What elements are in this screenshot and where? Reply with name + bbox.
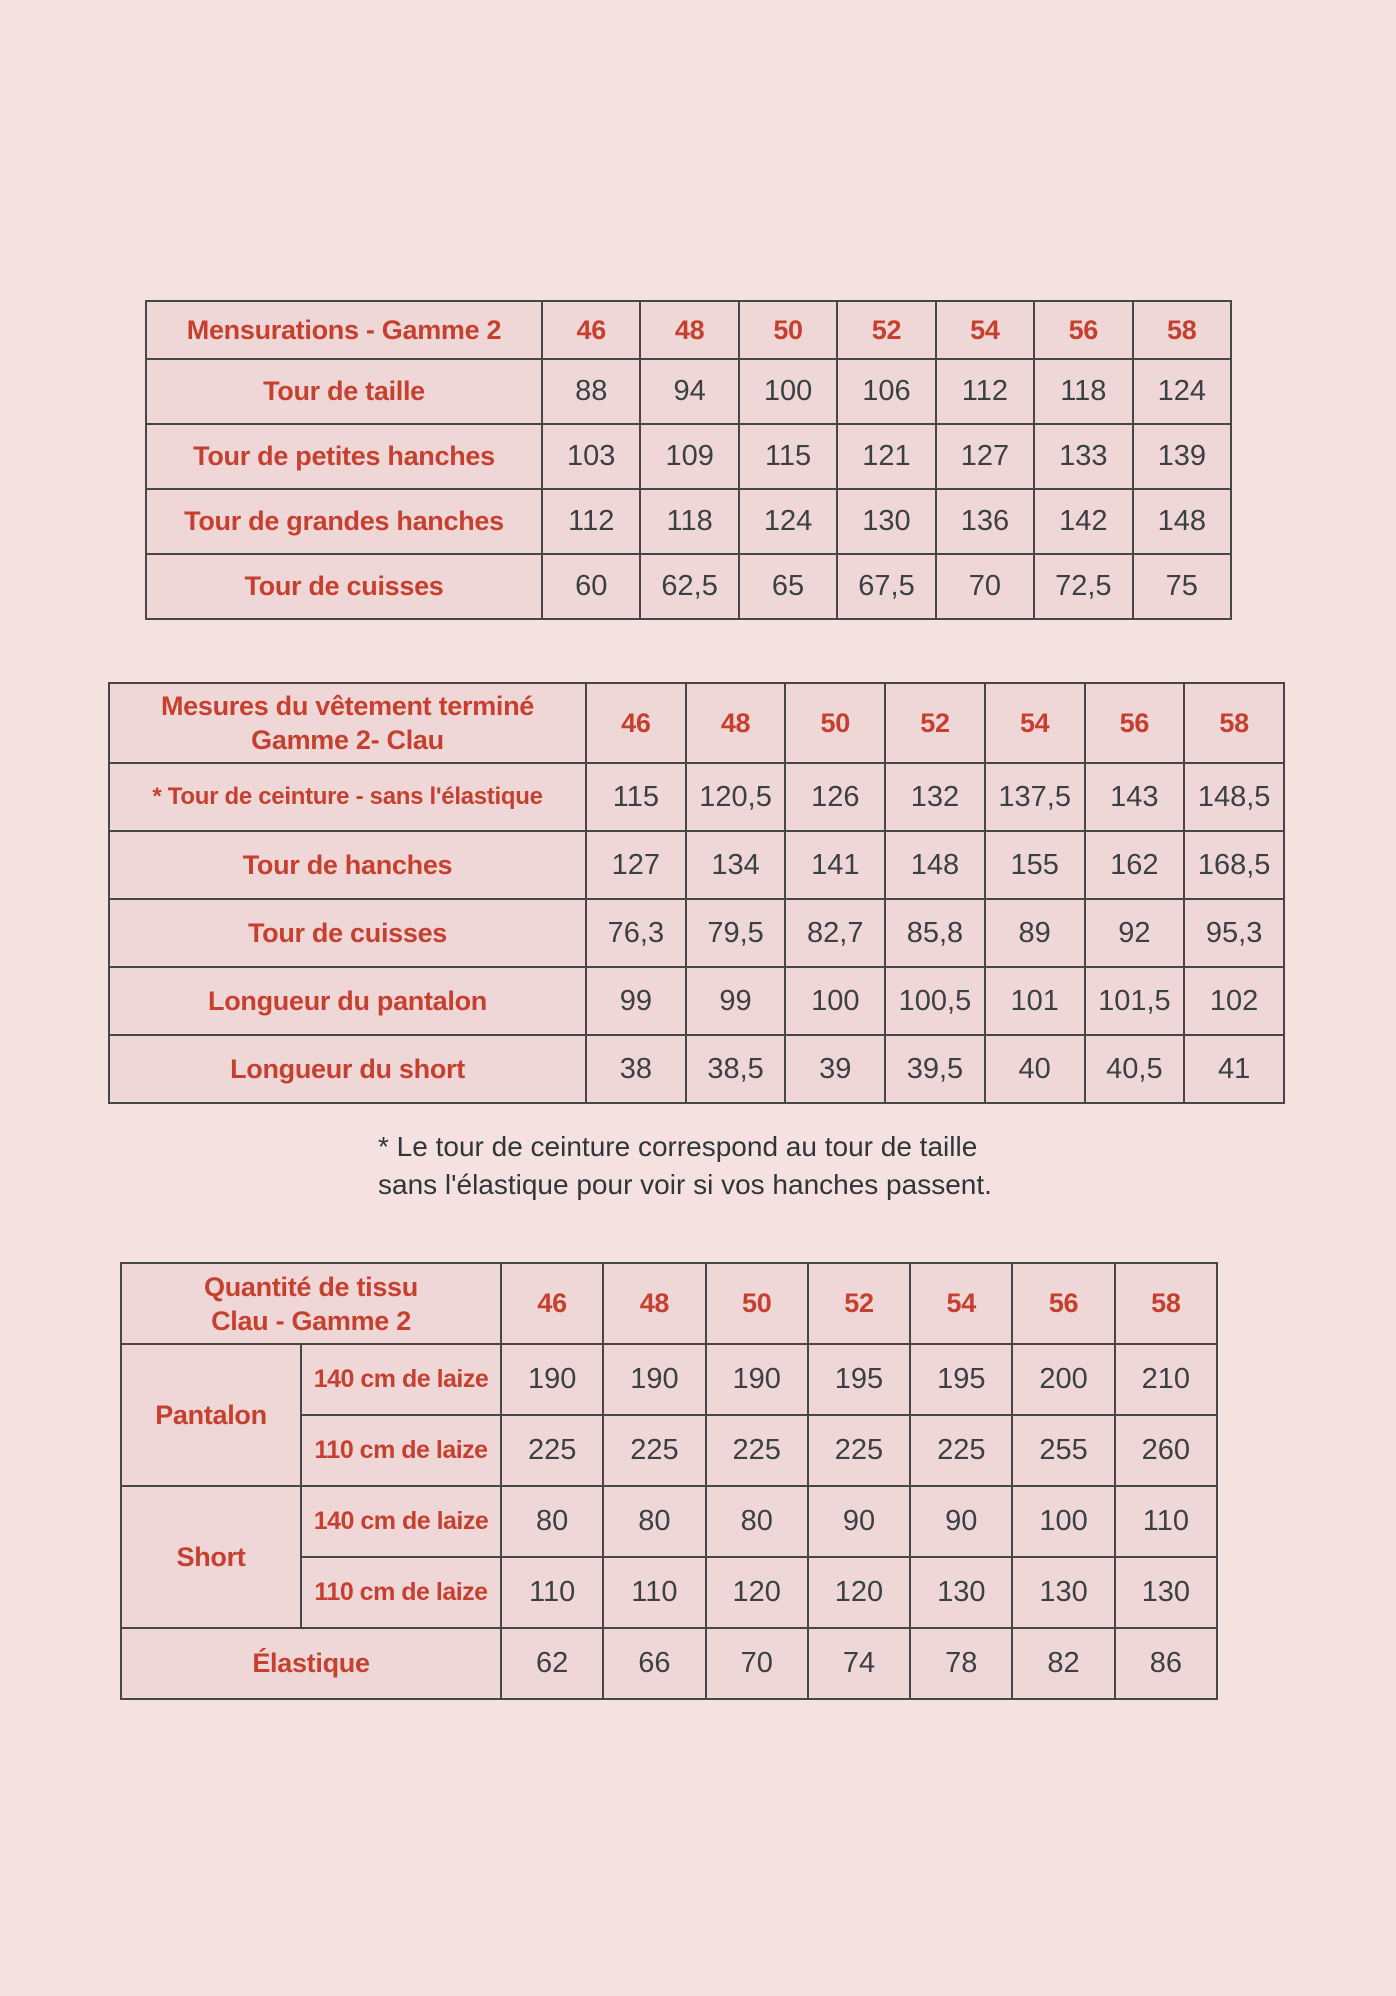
value-cell: 255 (1012, 1415, 1114, 1486)
value-cell: 60 (542, 554, 640, 619)
size-header-cell: 48 (640, 301, 738, 359)
value-cell: 115 (586, 763, 686, 831)
value-cell: 80 (603, 1486, 705, 1557)
row-label: Tour de grandes hanches (146, 489, 542, 554)
value-cell: 79,5 (686, 899, 786, 967)
size-header-cell: 58 (1115, 1263, 1217, 1344)
row-label: Tour de taille (146, 359, 542, 424)
table-header-row (121, 1263, 1217, 1344)
value-cell: 142 (1034, 489, 1132, 554)
value-cell: 112 (542, 489, 640, 554)
value-cell: 130 (837, 489, 935, 554)
value-cell: 200 (1012, 1344, 1114, 1415)
row-label: Tour de hanches (109, 831, 586, 899)
value-cell: 88 (542, 359, 640, 424)
value-cell: 75 (1133, 554, 1231, 619)
finished-garment-table (108, 682, 1285, 1104)
value-cell: 143 (1085, 763, 1185, 831)
value-cell: 99 (586, 967, 686, 1035)
size-header-cell: 54 (985, 683, 1085, 763)
value-cell: 78 (910, 1628, 1012, 1699)
fabric-width-label: 110 cm de laize (301, 1557, 501, 1628)
table2-title-line2: Gamme 2- Clau (251, 725, 444, 755)
value-cell: 90 (808, 1486, 910, 1557)
value-cell: 120,5 (686, 763, 786, 831)
footnote-line-2: sans l'élastique pour voir si vos hanches passent. (378, 1169, 992, 1200)
value-cell: 101 (985, 967, 1085, 1035)
fabric-width-label: 140 cm de laize (301, 1486, 501, 1557)
value-cell: 39,5 (885, 1035, 985, 1103)
value-cell: 115 (739, 424, 837, 489)
value-cell: 130 (1012, 1557, 1114, 1628)
value-cell: 132 (885, 763, 985, 831)
size-header-cell: 56 (1034, 301, 1132, 359)
table2-title-line1: Mesures du vêtement terminé (160, 691, 535, 721)
value-cell: 127 (586, 831, 686, 899)
table-row (109, 899, 1284, 967)
value-cell: 41 (1184, 1035, 1284, 1103)
size-header-cell: 46 (542, 301, 640, 359)
value-cell: 260 (1115, 1415, 1217, 1486)
value-cell: 133 (1034, 424, 1132, 489)
value-cell: 74 (808, 1628, 910, 1699)
value-cell: 103 (542, 424, 640, 489)
value-cell: 82,7 (785, 899, 885, 967)
value-cell: 148 (1133, 489, 1231, 554)
value-cell: 225 (603, 1415, 705, 1486)
value-cell: 110 (1115, 1486, 1217, 1557)
table-row (109, 763, 1284, 831)
value-cell: 38 (586, 1035, 686, 1103)
table1-title: Mensurations - Gamme 2 (146, 301, 542, 359)
value-cell: 70 (936, 554, 1034, 619)
value-cell: 101,5 (1085, 967, 1185, 1035)
row-label: Tour de cuisses (146, 554, 542, 619)
value-cell: 70 (706, 1628, 808, 1699)
value-cell: 162 (1085, 831, 1185, 899)
size-header-cell: 50 (785, 683, 885, 763)
table-row (109, 831, 1284, 899)
size-header-cell: 52 (808, 1263, 910, 1344)
table-row (109, 967, 1284, 1035)
value-cell: 39 (785, 1035, 885, 1103)
value-cell: 225 (910, 1415, 1012, 1486)
fabric-width-label: 110 cm de laize (301, 1415, 501, 1486)
size-header-cell: 56 (1085, 683, 1185, 763)
value-cell: 92 (1085, 899, 1185, 967)
value-cell: 148,5 (1184, 763, 1284, 831)
value-cell: 100 (739, 359, 837, 424)
value-cell: 95,3 (1184, 899, 1284, 967)
table-row (146, 554, 1231, 619)
footnote (378, 1128, 992, 1204)
table2-title (109, 683, 586, 763)
value-cell: 102 (1184, 967, 1284, 1035)
table-row (146, 359, 1231, 424)
size-header-cell: 58 (1133, 301, 1231, 359)
value-cell: 118 (640, 489, 738, 554)
value-cell: 168,5 (1184, 831, 1284, 899)
fabric-width-label: 140 cm de laize (301, 1344, 501, 1415)
value-cell: 126 (785, 763, 885, 831)
size-header-cell: 50 (739, 301, 837, 359)
value-cell: 66 (603, 1628, 705, 1699)
table3-title-line1: Quantité de tissu (204, 1271, 418, 1302)
table-row (146, 489, 1231, 554)
value-cell: 120 (808, 1557, 910, 1628)
table-header-row (146, 301, 1231, 359)
table-row (121, 1486, 1217, 1557)
value-cell: 99 (686, 967, 786, 1035)
value-cell: 136 (936, 489, 1034, 554)
value-cell: 80 (501, 1486, 603, 1557)
table-row (121, 1344, 1217, 1415)
value-cell: 190 (603, 1344, 705, 1415)
size-header-cell: 54 (910, 1263, 1012, 1344)
value-cell: 225 (808, 1415, 910, 1486)
value-cell: 190 (706, 1344, 808, 1415)
value-cell: 86 (1115, 1628, 1217, 1699)
value-cell: 100,5 (885, 967, 985, 1035)
value-cell: 118 (1034, 359, 1132, 424)
table-row (109, 1035, 1284, 1103)
value-cell: 67,5 (837, 554, 935, 619)
garment-group-label: Pantalon (121, 1344, 301, 1486)
value-cell: 89 (985, 899, 1085, 967)
value-cell: 130 (910, 1557, 1012, 1628)
row-label: Longueur du short (109, 1035, 586, 1103)
value-cell: 148 (885, 831, 985, 899)
table-row (121, 1628, 1217, 1699)
size-header-cell: 56 (1012, 1263, 1114, 1344)
value-cell: 195 (808, 1344, 910, 1415)
value-cell: 210 (1115, 1344, 1217, 1415)
row-label: Tour de cuisses (109, 899, 586, 967)
row-label: Tour de petites hanches (146, 424, 542, 489)
value-cell: 82 (1012, 1628, 1114, 1699)
value-cell: 94 (640, 359, 738, 424)
garment-group-label: Short (121, 1486, 301, 1628)
table3-title-line2: Clau - Gamme 2 (211, 1305, 411, 1336)
measurements-table (145, 300, 1232, 620)
size-header-cell: 58 (1184, 683, 1284, 763)
value-cell: 40,5 (1085, 1035, 1185, 1103)
value-cell: 155 (985, 831, 1085, 899)
value-cell: 106 (837, 359, 935, 424)
size-header-cell: 52 (885, 683, 985, 763)
value-cell: 195 (910, 1344, 1012, 1415)
value-cell: 110 (501, 1557, 603, 1628)
value-cell: 127 (936, 424, 1034, 489)
value-cell: 85,8 (885, 899, 985, 967)
value-cell: 80 (706, 1486, 808, 1557)
value-cell: 65 (739, 554, 837, 619)
value-cell: 112 (936, 359, 1034, 424)
value-cell: 62 (501, 1628, 603, 1699)
value-cell: 124 (1133, 359, 1231, 424)
table3-title (121, 1263, 501, 1344)
size-header-cell: 48 (686, 683, 786, 763)
value-cell: 134 (686, 831, 786, 899)
fabric-quantity-table (120, 1262, 1218, 1700)
value-cell: 40 (985, 1035, 1085, 1103)
value-cell: 120 (706, 1557, 808, 1628)
elastic-row-label: Élastique (121, 1628, 501, 1699)
value-cell: 130 (1115, 1557, 1217, 1628)
value-cell: 100 (785, 967, 885, 1035)
value-cell: 225 (706, 1415, 808, 1486)
table-row (146, 424, 1231, 489)
value-cell: 109 (640, 424, 738, 489)
size-header-cell: 48 (603, 1263, 705, 1344)
size-header-cell: 50 (706, 1263, 808, 1344)
value-cell: 137,5 (985, 763, 1085, 831)
row-label: * Tour de ceinture - sans l'élastique (109, 763, 586, 831)
table-header-row (109, 683, 1284, 763)
value-cell: 62,5 (640, 554, 738, 619)
size-header-cell: 46 (586, 683, 686, 763)
value-cell: 225 (501, 1415, 603, 1486)
value-cell: 190 (501, 1344, 603, 1415)
value-cell: 100 (1012, 1486, 1114, 1557)
value-cell: 38,5 (686, 1035, 786, 1103)
value-cell: 141 (785, 831, 885, 899)
row-label: Longueur du pantalon (109, 967, 586, 1035)
footnote-line-1: * Le tour de ceinture correspond au tour de taille (378, 1131, 978, 1162)
size-header-cell: 52 (837, 301, 935, 359)
value-cell: 72,5 (1034, 554, 1132, 619)
value-cell: 121 (837, 424, 935, 489)
size-header-cell: 54 (936, 301, 1034, 359)
value-cell: 110 (603, 1557, 705, 1628)
value-cell: 76,3 (586, 899, 686, 967)
value-cell: 90 (910, 1486, 1012, 1557)
value-cell: 124 (739, 489, 837, 554)
size-header-cell: 46 (501, 1263, 603, 1344)
value-cell: 139 (1133, 424, 1231, 489)
